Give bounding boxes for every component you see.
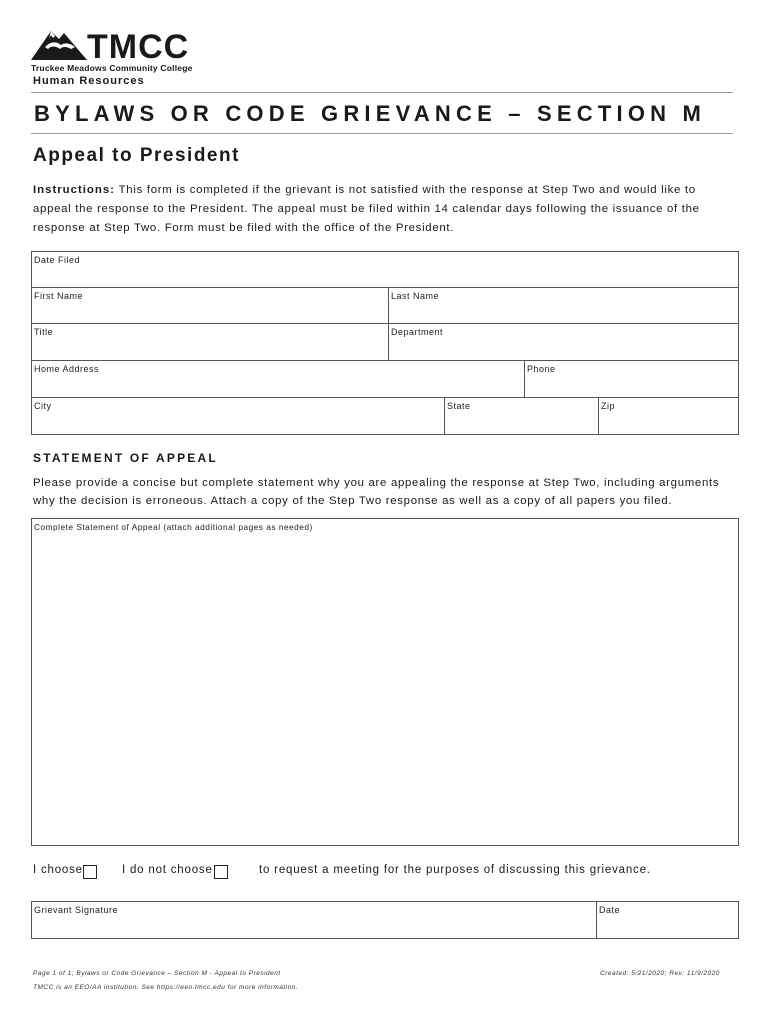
city-field[interactable]: [31, 397, 445, 435]
statement-instructions: Please provide a concise but complete statement why you are appealing the response at Step Two, including arguments why the decision is erroneous. Attach a copy of the Step Two response as well as a copy of all papers you filed.: [33, 477, 720, 507]
home-address-field[interactable]: [31, 360, 525, 398]
first-name-field[interactable]: [31, 287, 389, 324]
last-name-label: Last Name: [391, 291, 440, 301]
instructions: [33, 181, 733, 238]
title-bar: [31, 92, 733, 134]
signature-label: Grievant Signature: [34, 905, 119, 915]
footer-eeo-notice: TMCC is an EEO/AA institution. See https://eeo.tmcc.edu for more information.: [33, 984, 299, 991]
state-field[interactable]: [444, 397, 599, 435]
signature-date-field[interactable]: [596, 901, 739, 939]
date-filed-field[interactable]: [31, 251, 739, 288]
state-label: State: [447, 401, 471, 411]
title-field[interactable]: [31, 323, 389, 361]
phone-field[interactable]: [524, 360, 739, 398]
first-name-label: First Name: [34, 291, 84, 301]
logo-subtitle: Truckee Meadows Community College: [31, 63, 193, 73]
not-choose-checkbox[interactable]: [214, 865, 228, 879]
title-label: Title: [34, 327, 54, 337]
footer-page-info: Page 1 of 1; Bylaws or Code Grievance – Section M - Appeal to President: [33, 970, 281, 977]
not-choose-label: I do not choose: [122, 864, 213, 876]
form-subtitle: Appeal to President: [33, 145, 240, 166]
choose-label: I choose: [33, 864, 83, 876]
zip-field[interactable]: [598, 397, 739, 435]
home-address-label: Home Address: [34, 364, 100, 374]
grievant-signature-field[interactable]: [31, 901, 597, 939]
department-label: Department: [391, 327, 444, 337]
footer-created-date: Created: 5/21/2020; Rev: 11/9/2020: [600, 970, 720, 977]
choose-checkbox[interactable]: [83, 865, 97, 879]
form-title: BYLAWS OR CODE GRIEVANCE – SECTION M: [34, 101, 707, 126]
department-field[interactable]: [388, 323, 739, 361]
signature-date-label: Date: [599, 905, 621, 915]
instructions-text: This form is completed if the grievant is not satisfied with the response at Step Two and would like to appeal the response to the President. The appeal must be filed within 14 calendar days following the issuance of the response at Step Two. Form must be filed with the office of the President.: [33, 184, 700, 234]
logo-name: TMCC: [87, 28, 190, 66]
last-name-field[interactable]: [388, 287, 739, 324]
statement-box-label: Complete Statement of Appeal (attach additional pages as needed): [34, 522, 313, 532]
zip-label: Zip: [601, 401, 616, 411]
statement-of-appeal-box[interactable]: [31, 518, 739, 846]
city-label: City: [34, 401, 52, 411]
mountain-logo-icon: [31, 27, 87, 61]
phone-label: Phone: [527, 364, 556, 374]
department-name: Human Resources: [33, 75, 145, 87]
tmcc-logo: [31, 27, 216, 77]
instructions-label: Instructions:: [33, 184, 115, 196]
date-filed-label: Date Filed: [34, 255, 81, 265]
statement-heading: STATEMENT OF APPEAL: [33, 451, 218, 465]
meeting-request-text: to request a meeting for the purposes of discussing this grievance.: [259, 864, 651, 876]
